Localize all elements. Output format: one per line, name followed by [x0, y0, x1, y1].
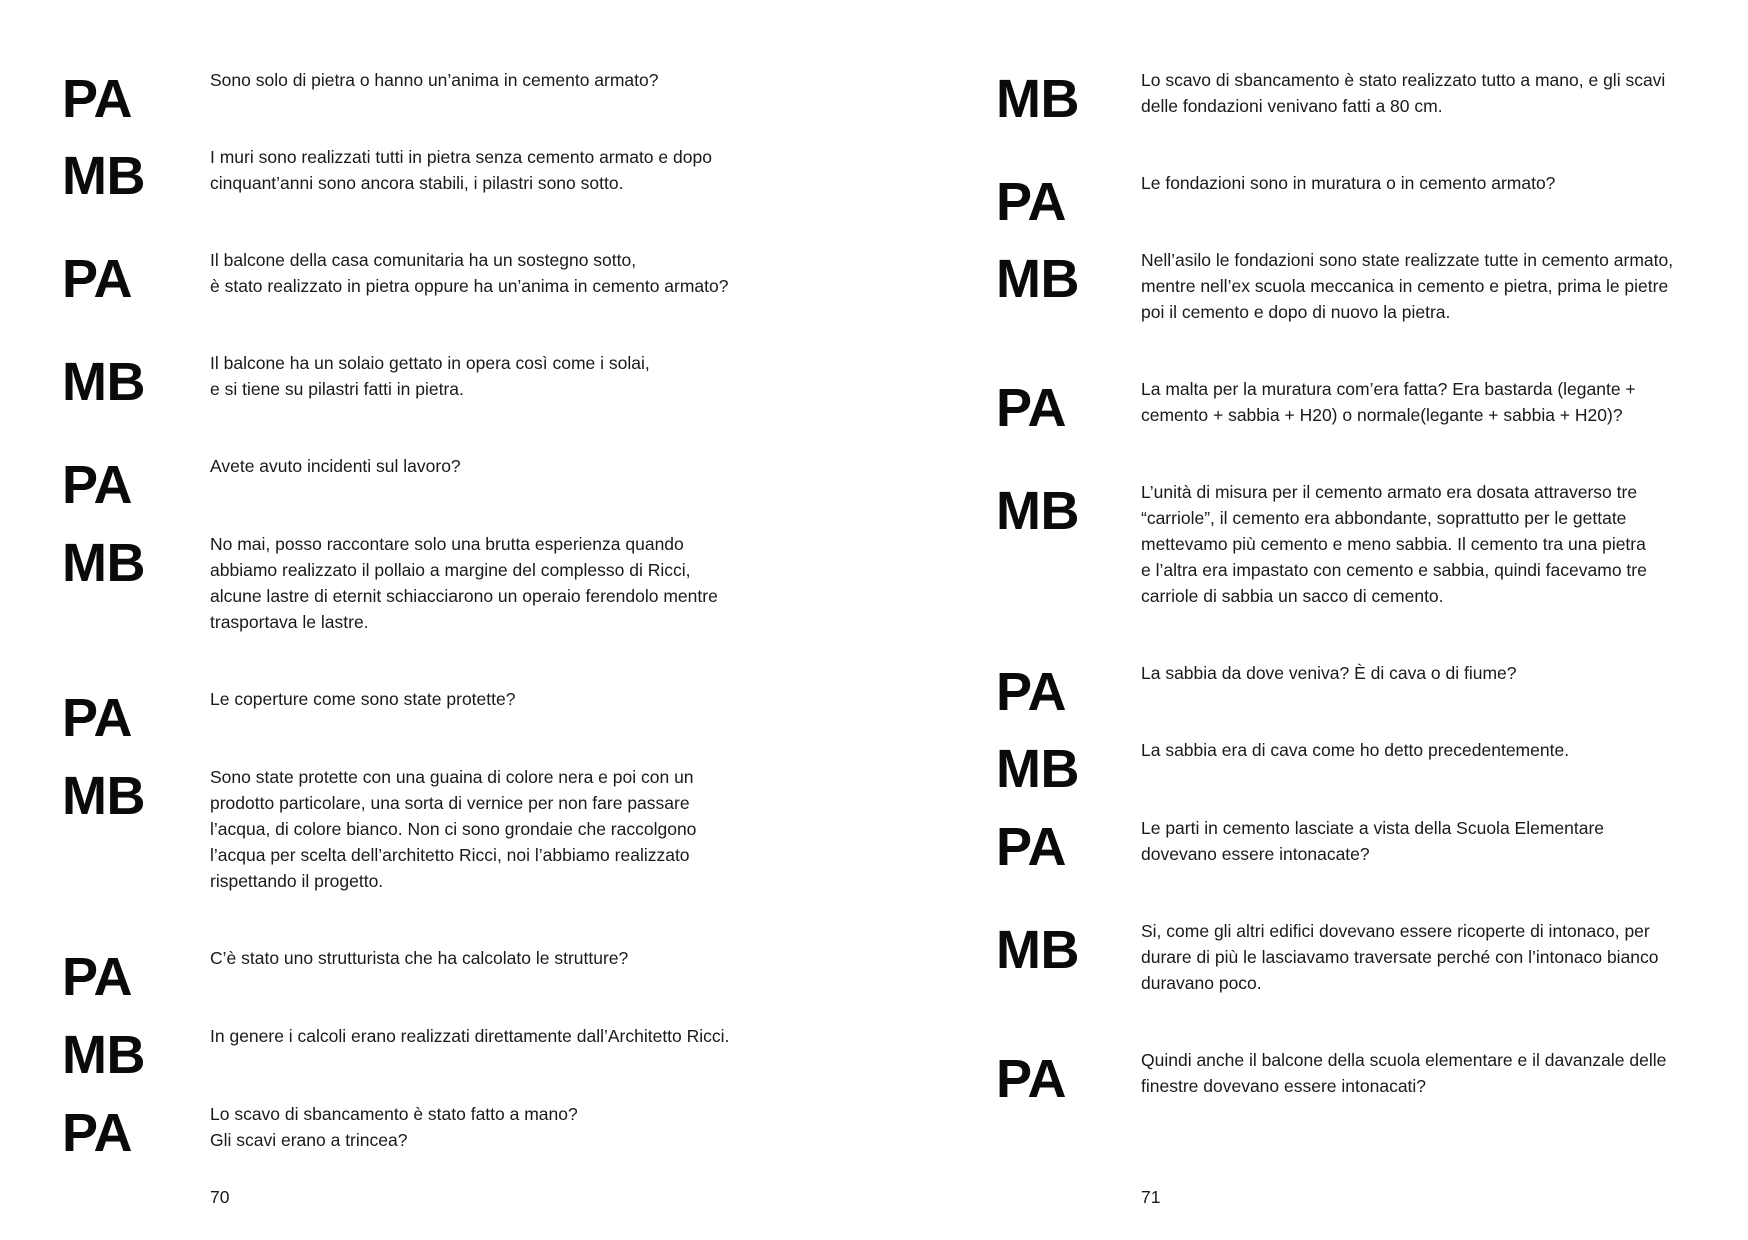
speaker-label: PA [62, 69, 133, 129]
dialogue-text: Avete avuto incidenti sul lavoro? [210, 456, 461, 476]
speaker-label: PA [62, 947, 133, 1007]
speaker-label: PA [62, 455, 133, 515]
speaker-label: MB [62, 766, 145, 826]
dialogue-text: Le parti in cemento lasciate a vista della Scuola Elementare dovevano essere intonacate? [1141, 818, 1605, 864]
speaker-label: MB [62, 1025, 145, 1085]
speaker-label: MB [996, 249, 1079, 309]
speaker-label: PA [62, 1103, 133, 1163]
speaker-label: MB [996, 69, 1079, 129]
speaker-label: MB [62, 533, 145, 593]
speaker-label: MB [996, 920, 1079, 980]
dialogue-text: La malta per la muratura com’era fatta? Era bastarda (legante + cemento + sabbia + H20) o normale(legante + sabbia + H20)? [1141, 379, 1636, 425]
dialogue-text: Il balcone ha un solaio gettato in opera così come i solai, e si tiene su pilastri fatti in pietra. [210, 353, 650, 399]
speaker-label: PA [62, 688, 133, 748]
dialogue-text: La sabbia da dove veniva? È di cava o di fiume? [1141, 663, 1517, 683]
dialogue-text: Le coperture come sono state protette? [210, 689, 516, 709]
dialogue-text: Quindi anche il balcone della scuola elementare e il davanzale delle finestre dovevano essere intonacati? [1141, 1050, 1667, 1096]
dialogue-text: L’unità di misura per il cemento armato era dosata attraverso tre “carriole”, il cemento era abbondante, soprattutto per le gettate mettevamo più cemento e meno sabbia. Il cemento tra una pietra e l’altra era impastato con cemento e sabbia, quindi facevamo tre carriole di sabbia un sacco di cemento. [1141, 482, 1647, 606]
dialogue-text: Il balcone della casa comunitaria ha un sostegno sotto, è stato realizzato in pietra oppure ha un’anima in cemento armato? [210, 250, 729, 296]
speaker-label: PA [996, 172, 1067, 232]
speaker-label: MB [62, 352, 145, 412]
dialogue-text: La sabbia era di cava come ho detto precedentemente. [1141, 740, 1570, 760]
speaker-label: PA [996, 662, 1067, 722]
dialogue-text: Lo scavo di sbancamento è stato realizzato tutto a mano, e gli scavi delle fondazioni venivano fatti a 80 cm. [1141, 70, 1666, 116]
dialogue-text: In genere i calcoli erano realizzati direttamente dall’Architetto Ricci. [210, 1026, 730, 1046]
dialogue-text: I muri sono realizzati tutti in pietra senza cemento armato e dopo cinquant’anni sono ancora stabili, i pilastri sono sotto. [210, 147, 712, 193]
dialogue-text: Nell’asilo le fondazioni sono state realizzate tutte in cemento armato, mentre nell’ex scuola meccanica in cemento e pietra, prima le pietre poi il cemento e dopo di nuovo la pietra. [1141, 250, 1674, 322]
dialogue-text: Lo scavo di sbancamento è stato fatto a mano? Gli scavi erano a trincea? [210, 1104, 578, 1150]
speaker-label: MB [62, 146, 145, 206]
speaker-label: MB [996, 481, 1079, 541]
right-page [874, 0, 1748, 1240]
speaker-label: PA [996, 378, 1067, 438]
speaker-label: MB [996, 739, 1079, 799]
dialogue-text: Si, come gli altri edifici dovevano essere ricoperte di intonaco, per durare di più le lasciavamo traversate perché con l’intonaco bianco duravano poco. [1141, 921, 1659, 993]
dialogue-text: Sono solo di pietra o hanno un’anima in cemento armato? [210, 70, 659, 90]
speaker-label: PA [996, 1049, 1067, 1109]
speaker-label: PA [996, 817, 1067, 877]
dialogue-text: Le fondazioni sono in muratura o in cemento armato? [1141, 173, 1556, 193]
dialogue-text: No mai, posso raccontare solo una brutta esperienza quando abbiamo realizzato il pollaio a margine del complesso di Ricci, alcune lastre di eternit schiacciarono un operaio ferendolo mentre trasportava le lastre. [210, 534, 718, 632]
page-number: 70 [210, 1187, 230, 1207]
speaker-label: PA [62, 249, 133, 309]
dialogue-text: C’è stato uno strutturista che ha calcolato le strutture? [210, 948, 629, 968]
dialogue-text: Sono state protette con una guaina di colore nera e poi con un prodotto particolare, una sorta di vernice per non fare passare l’acqua, di colore bianco. Non ci sono grondaie che raccolgono l’acqua per scelta dell’architetto Ricci, noi l’abbiamo realizzato rispettando il progetto. [210, 767, 697, 891]
page-number: 71 [1141, 1187, 1161, 1207]
